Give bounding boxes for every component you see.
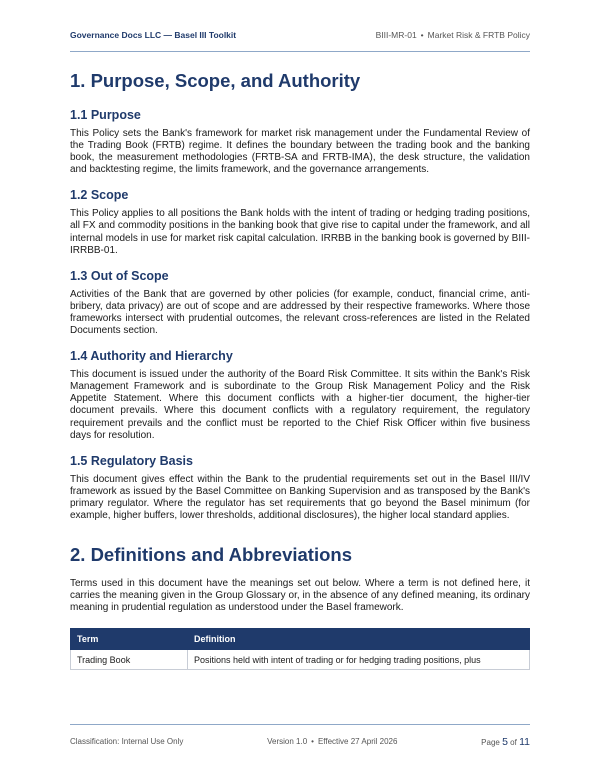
subsection-1-1-heading: 1.1 Purpose [70, 108, 141, 122]
subsection-1-4-text: This document is issued under the authority of the Board Risk Committee. It sits within the Bank's Risk Management Framework and is subordinate to the Group Risk Management Policy and the Risk Appetite Statement. Where this document conflicts with a higher-tier document, the higher-tier document prevails. Where this document conflicts with a regulatory requirement, the regulatory requirement prevails and the conflict must be reported to the Chief Risk Officer within five business days for resolution. [70, 369, 530, 441]
section-2-title: 2. Definitions and Abbreviations [70, 544, 352, 566]
footer-effective-date: Effective 27 April 2026 [317, 737, 398, 746]
subsection-1-4-heading: 1.4 Authority and Hierarchy [70, 349, 233, 364]
table-header-definition: Definition [188, 629, 530, 650]
table-row [71, 650, 530, 670]
subsection-1-5-text: This document gives effect within the Bank to the prudential requirements set out in the Basel III/IV framework as issued by the Basel Committee on Banking Supervision and as transposed by the Bank's primary regulator. Where the regulator has set requirements that go beyond the Basel minimum (for example, higher buffers, lower thresholds, additional disclosures), the higher local standard applies. [70, 473, 530, 521]
subsection-1-5-heading: 1.5 Regulatory Basis [70, 453, 193, 468]
header-doc-info [376, 30, 530, 40]
header-separator: • [420, 30, 424, 40]
footer-page-of: of [510, 737, 517, 747]
table-cell-term: Trading Book [71, 650, 188, 670]
page-header [70, 30, 530, 52]
subsection-1-1-text: This Policy sets the Bank's framework for market risk management under the Fundamental Review of the Trading Book (FRTB) regime. It defines the boundary between the trading book and the banking book, the measurement methodologies (FRTB-SA and FRTB-IMA), the desk structure, the validation and backtesting regime, the limits framework, and the governance arrangements. [70, 128, 530, 176]
section-2-intro: Terms used in this document have the meanings set out below. Where a term is not defined here, it carries the meaning given in the Group Glossary or, in the absence of any defined meaning, its ordinary meaning in prudential regulation as understood under the Basel framework. [70, 578, 530, 614]
footer-version-info [267, 737, 397, 746]
subsection-1-2-text: This Policy applies to all positions the Bank holds with the intent of trading or hedging trading positions, all FX and commodity positions in the banking book that give rise to capital under the framework, and all internal models in use for market risk capital calculation. IRRBB in the banking book is governed by BIII-IRRBB-01. [70, 208, 530, 256]
section-1-title: 1. Purpose, Scope, and Authority [70, 70, 361, 91]
header-doc-id: BIII-MR-01 [375, 30, 417, 40]
footer-page-current: 5 [502, 735, 508, 748]
subsection-1-2-heading: 1.2 Scope [70, 188, 129, 203]
header-doc-title: Market Risk & FRTB Policy [427, 30, 530, 40]
table-header-row [71, 629, 530, 650]
subsection-1-3-heading: 1.3 Out of Scope [70, 268, 169, 283]
footer-page-number [481, 736, 530, 748]
definitions-table [70, 628, 530, 670]
footer-classification: Classification: Internal Use Only [70, 737, 184, 746]
footer-version: Version 1.0 [267, 737, 308, 746]
subsection-1-3-text: Activities of the Bank that are governed by other policies (for example, conduct, financial crime, anti-bribery, data privacy) are out of scope and are addressed by their respective frameworks. Where those frameworks intersect with prudential outcomes, the relevant cross-references are listed in the Related Documents section. [70, 288, 530, 337]
footer-page-total: 11 [519, 735, 530, 748]
page-footer [70, 724, 530, 748]
table-cell-definition: Positions held with intent of trading or for hedging trading positions, plus [188, 650, 530, 670]
footer-page-label: Page [481, 737, 500, 747]
page-content [70, 66, 530, 670]
header-publisher: Governance Docs LLC — Basel III Toolkit [70, 30, 237, 40]
table-header-term: Term [71, 629, 188, 650]
footer-separator: • [311, 737, 314, 746]
